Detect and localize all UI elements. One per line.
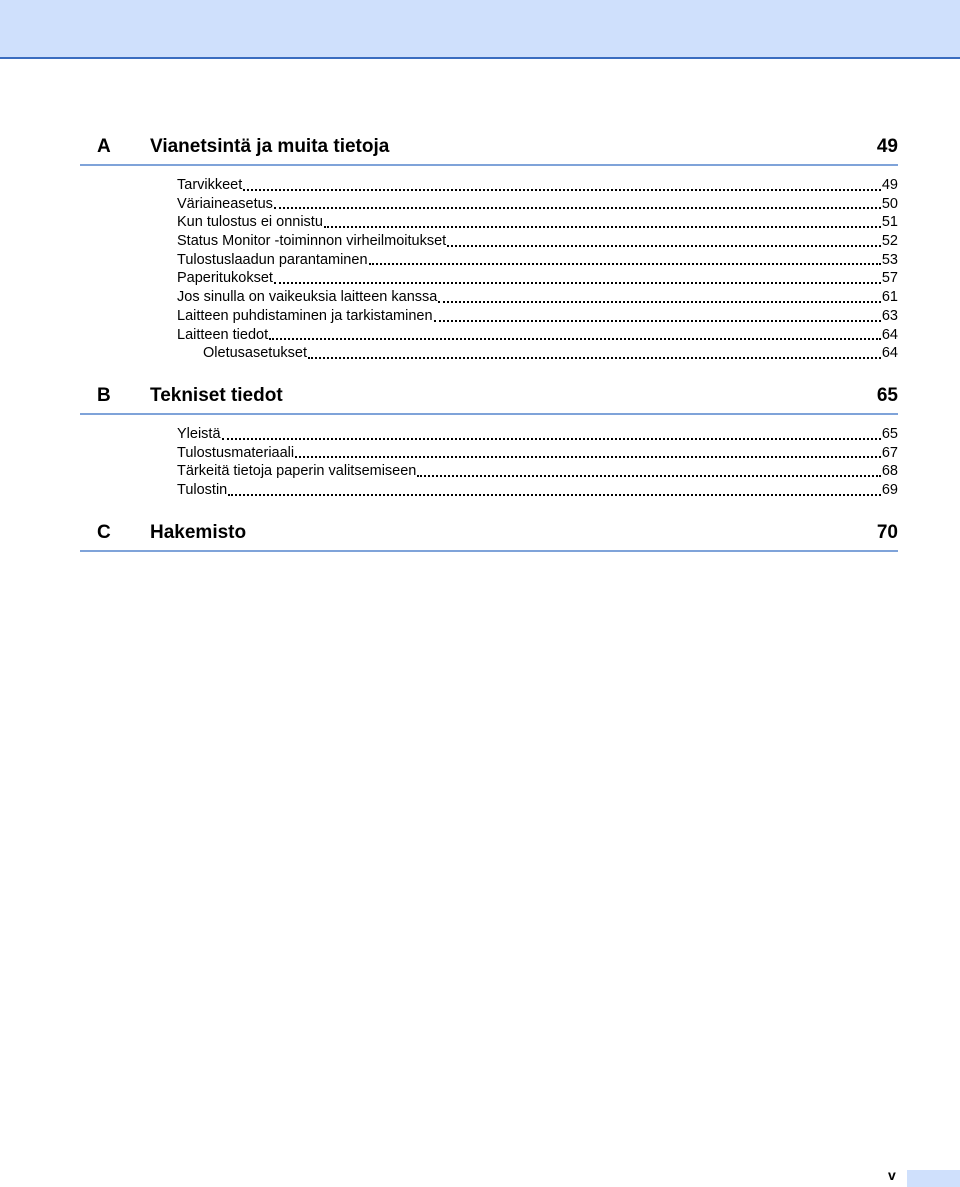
entry-page: 64 <box>881 345 898 362</box>
toc-entry[interactable] <box>177 326 898 345</box>
chapter-letter: B <box>97 384 111 406</box>
toc-entry[interactable] <box>177 213 898 232</box>
chapter-page: 70 <box>876 521 898 543</box>
entry-page: 53 <box>881 251 898 268</box>
entry-label: Yleistä <box>177 425 221 442</box>
toc-entry[interactable] <box>177 444 898 463</box>
entry-page: 50 <box>881 195 898 212</box>
chapter-title: Tekniset tiedot <box>150 384 283 406</box>
dot-leader <box>417 475 880 477</box>
chapter-page: 49 <box>876 136 898 157</box>
toc-entry[interactable] <box>177 195 898 214</box>
entry-page: 68 <box>881 463 898 480</box>
dot-leader <box>324 226 881 228</box>
entry-page: 61 <box>881 289 898 306</box>
dot-leader <box>222 438 881 440</box>
entry-page: 52 <box>881 233 898 250</box>
dot-leader <box>369 263 881 265</box>
toc-entry[interactable] <box>177 232 898 251</box>
chapter-letter: C <box>97 521 111 543</box>
entry-page: 51 <box>881 214 898 231</box>
toc-entry[interactable] <box>177 425 898 444</box>
entry-label: Tulostuslaadun parantaminen <box>177 251 368 268</box>
toc-entry[interactable] <box>177 251 898 270</box>
dot-leader <box>269 338 881 340</box>
toc-subentry[interactable] <box>177 344 898 363</box>
dot-leader <box>447 245 881 247</box>
entry-label: Väriaineasetus <box>177 195 273 212</box>
chapter-heading[interactable] <box>80 385 898 415</box>
entry-page: 67 <box>881 444 898 461</box>
entry-label: Paperitukokset <box>177 270 273 287</box>
entry-list <box>177 425 898 500</box>
entry-page: 65 <box>881 425 898 442</box>
dot-leader <box>295 456 881 458</box>
toc-entry[interactable] <box>177 462 898 481</box>
chapter-heading[interactable] <box>80 136 898 166</box>
toc-entry[interactable] <box>177 307 898 326</box>
toc-entry[interactable] <box>177 269 898 288</box>
chapter-heading[interactable] <box>80 522 898 552</box>
toc-entry[interactable] <box>177 176 898 195</box>
entry-label: Tärkeitä tietoja paperin valitsemiseen <box>177 463 417 480</box>
header-band <box>0 0 960 59</box>
page-number: v <box>888 1167 896 1183</box>
chapter-title: Hakemisto <box>150 521 247 543</box>
entry-list <box>177 176 898 363</box>
dot-leader <box>243 189 881 191</box>
dot-leader <box>228 494 881 496</box>
entry-label: Tulostin <box>177 481 228 498</box>
entry-page: 64 <box>881 326 898 343</box>
chapter-page: 65 <box>876 384 898 406</box>
entry-label: Kun tulostus ei onnistu <box>177 214 323 231</box>
entry-label: Jos sinulla on vaikeuksia laitteen kanssa <box>177 289 438 306</box>
dot-leader <box>308 357 881 359</box>
toc-entry[interactable] <box>177 481 898 500</box>
toc-entry[interactable] <box>177 288 898 307</box>
chapter-group-c <box>80 522 898 552</box>
entry-label: Laitteen tiedot <box>177 326 269 343</box>
dot-leader <box>434 320 881 322</box>
entry-label: Oletusasetukset <box>203 345 307 362</box>
table-of-contents <box>80 136 898 574</box>
chapter-group-a <box>80 136 898 363</box>
entry-page: 49 <box>881 177 898 193</box>
entry-page: 63 <box>881 307 898 324</box>
dot-leader <box>438 301 881 303</box>
entry-label: Status Monitor -toiminnon virheilmoitukset <box>177 233 447 250</box>
entry-label: Laitteen puhdistaminen ja tarkistaminen <box>177 307 433 324</box>
chapter-group-b <box>80 385 898 500</box>
dot-leader <box>274 207 881 209</box>
entry-page: 69 <box>881 481 898 498</box>
chapter-letter: A <box>97 136 111 157</box>
entry-label: Tarvikkeet <box>177 177 243 193</box>
dot-leader <box>274 282 881 284</box>
entry-label: Tulostusmateriaali <box>177 444 295 461</box>
entry-page: 57 <box>881 270 898 287</box>
chapter-title: Vianetsintä ja muita tietoja <box>150 136 390 157</box>
page-tab <box>907 1170 960 1187</box>
